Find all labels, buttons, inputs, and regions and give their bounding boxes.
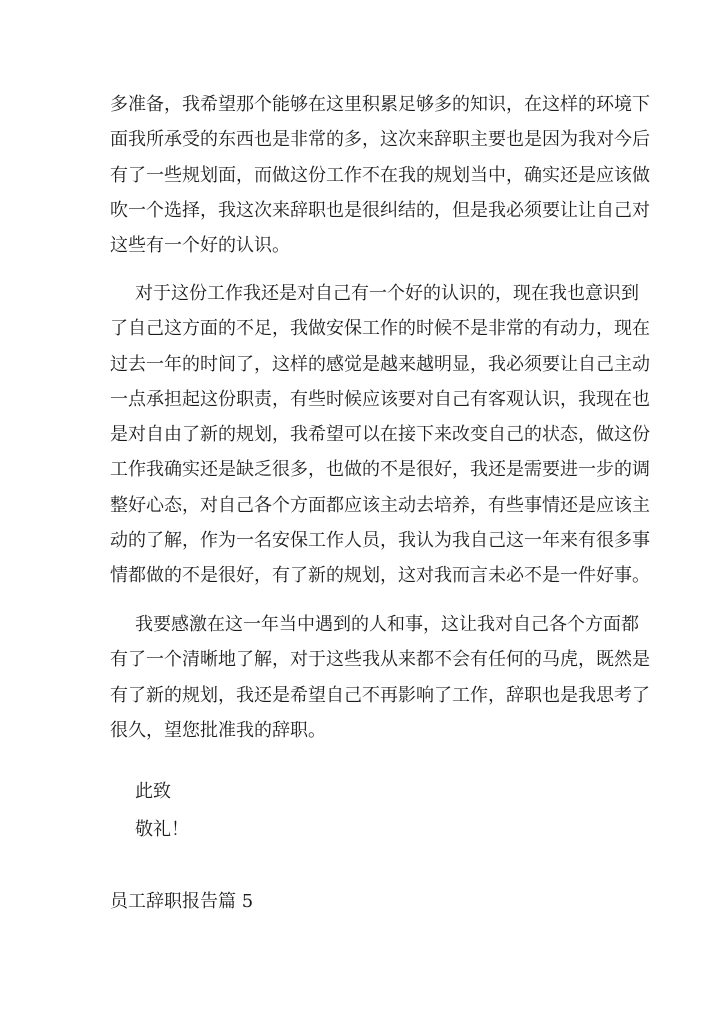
- text-line: 面我所承受的东西也是非常的多，这次来辞职主要也是因为我对今后: [110, 129, 650, 151]
- text-line: 有了新的规划，我还是希望自己不再影响了工作，辞职也是我思考了: [110, 684, 650, 706]
- text-line: 情都做的不是很好，有了新的规划，这对我而言未必不是一件好事。: [110, 565, 650, 587]
- closing-regards: 敬礼！: [135, 819, 189, 840]
- text-line: 对于这份工作我还是对自己有一个好的认识的，现在我也意识到: [135, 283, 639, 304]
- section-heading: 员工辞职报告篇 5: [110, 891, 254, 912]
- text-line: 整好心态，对自己各个方面都应该主动去培养，有些事情还是应该主: [110, 494, 650, 516]
- text-line: 有了一个清晰地了解，对于这些我从来都不会有任何的马虎，既然是: [110, 649, 650, 671]
- text-line: 了自己这方面的不足，我做安保工作的时候不是非常的有动力，现在: [110, 318, 650, 340]
- text-line: 有了一些规划面，而做这份工作不在我的规划当中，确实还是应该做: [110, 164, 650, 186]
- text-line: 吹一个选择，我这次来辞职也是很纠结的，但是我必须要让让自己对: [110, 199, 650, 221]
- paragraph-self-reflection: [110, 276, 650, 594]
- paragraph-gratitude: [110, 607, 650, 748]
- text-line: 是对自由了新的规划，我希望可以在接下来改变自己的状态，做这份: [110, 424, 650, 446]
- closing-salutation: 此致: [135, 781, 171, 802]
- text-line: 过去一年的时间了，这样的感觉是越来越明显，我必须要让自己主动: [110, 353, 650, 375]
- text-line: 一点承担起这份职责，有些时候应该要对自己有客观认识，我现在也: [110, 388, 650, 410]
- text-line: 多准备，我希望那个能够在这里积累足够多的知识，在这样的环境下: [110, 94, 650, 115]
- text-line: 我要感激在这一年当中遇到的人和事，这让我对自己各个方面都: [135, 614, 639, 635]
- text-line: 工作我确实还是缺乏很多，也做的不是很好，我还是需要进一步的调: [110, 459, 650, 481]
- text-line: 动的了解，作为一名安保工作人员，我认为我自己这一年来有很多事: [110, 530, 650, 552]
- text-line: 这些有一个好的认识。: [110, 235, 290, 257]
- paragraph-continued: [110, 87, 650, 263]
- text-line: 很久，望您批准我的辞职。: [110, 719, 326, 741]
